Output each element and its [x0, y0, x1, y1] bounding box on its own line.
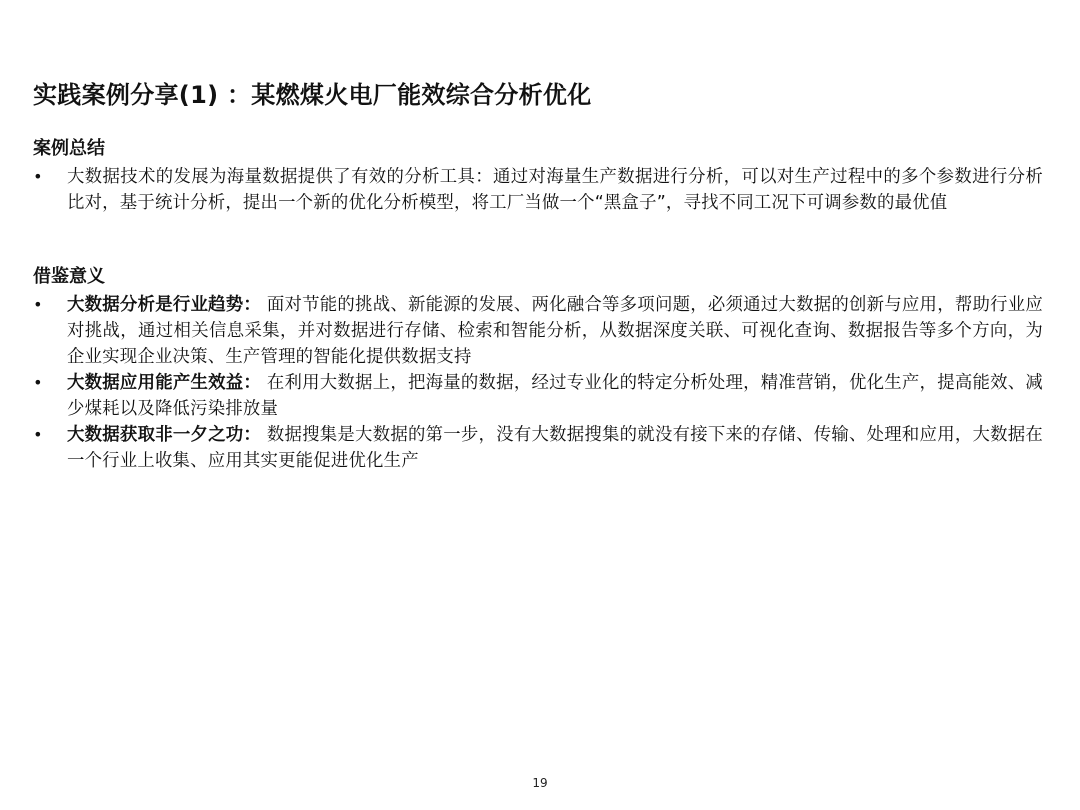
- significance-item-trend: [33, 292, 1043, 370]
- bullet-icon: •: [33, 167, 43, 186]
- bullet-icon: •: [33, 295, 43, 314]
- significance-lead: 大数据分析是行业趋势：: [67, 295, 262, 315]
- significance-lead: 大数据应用能产生效益：: [67, 373, 262, 393]
- significance-item-benefit: [33, 370, 1043, 422]
- significance-text: 在利用大数据上，把海量的数据，经过专业化的特定分析处理，精准营销，优化生产，提高能效、减少煤耗以及降低污染排放量: [67, 373, 1043, 419]
- case-summary-text: 大数据技术的发展为海量数据提供了有效的分析工具：通过对海量生产数据进行分析，可以对生产过程中的多个参数进行分析比对，基于统计分析，提出一个新的优化分析模型，将工厂当做一个“黑盒子”，寻找不同工况下可调参数的最优值: [67, 167, 1043, 213]
- significance-text: 面对节能的挑战、新能源的发展、两化融合等多项问题，必须通过大数据的创新与应用，帮助行业应对挑战，通过相关信息采集，并对数据进行存储、检索和智能分析，从数据深度关联、可视化查询、数据报告等多个方向，为企业实现企业决策、生产管理的智能化提供数据支持: [67, 295, 1043, 367]
- slide-title: 实践案例分享(1) ：某燃煤火电厂能效综合分析优化: [33, 81, 592, 109]
- bullet-icon: •: [33, 425, 43, 444]
- significance-heading: 借鉴意义: [33, 266, 105, 287]
- case-summary-section: [33, 136, 1043, 216]
- significance-section: [33, 264, 1043, 474]
- case-summary-heading: 案例总结: [33, 138, 105, 159]
- significance-text: 数据搜集是大数据的第一步，没有大数据搜集的就没有接下来的存储、传输、处理和应用，大数据在一个行业上收集、应用其实更能促进优化生产: [67, 425, 1043, 471]
- page-number: 19: [532, 776, 548, 790]
- significance-item-collection: [33, 422, 1043, 474]
- significance-lead: 大数据获取非一夕之功：: [67, 425, 262, 445]
- case-summary-item: [33, 164, 1043, 216]
- significance-list: [33, 292, 1043, 474]
- bullet-icon: •: [33, 373, 43, 392]
- case-summary-list: [33, 164, 1043, 216]
